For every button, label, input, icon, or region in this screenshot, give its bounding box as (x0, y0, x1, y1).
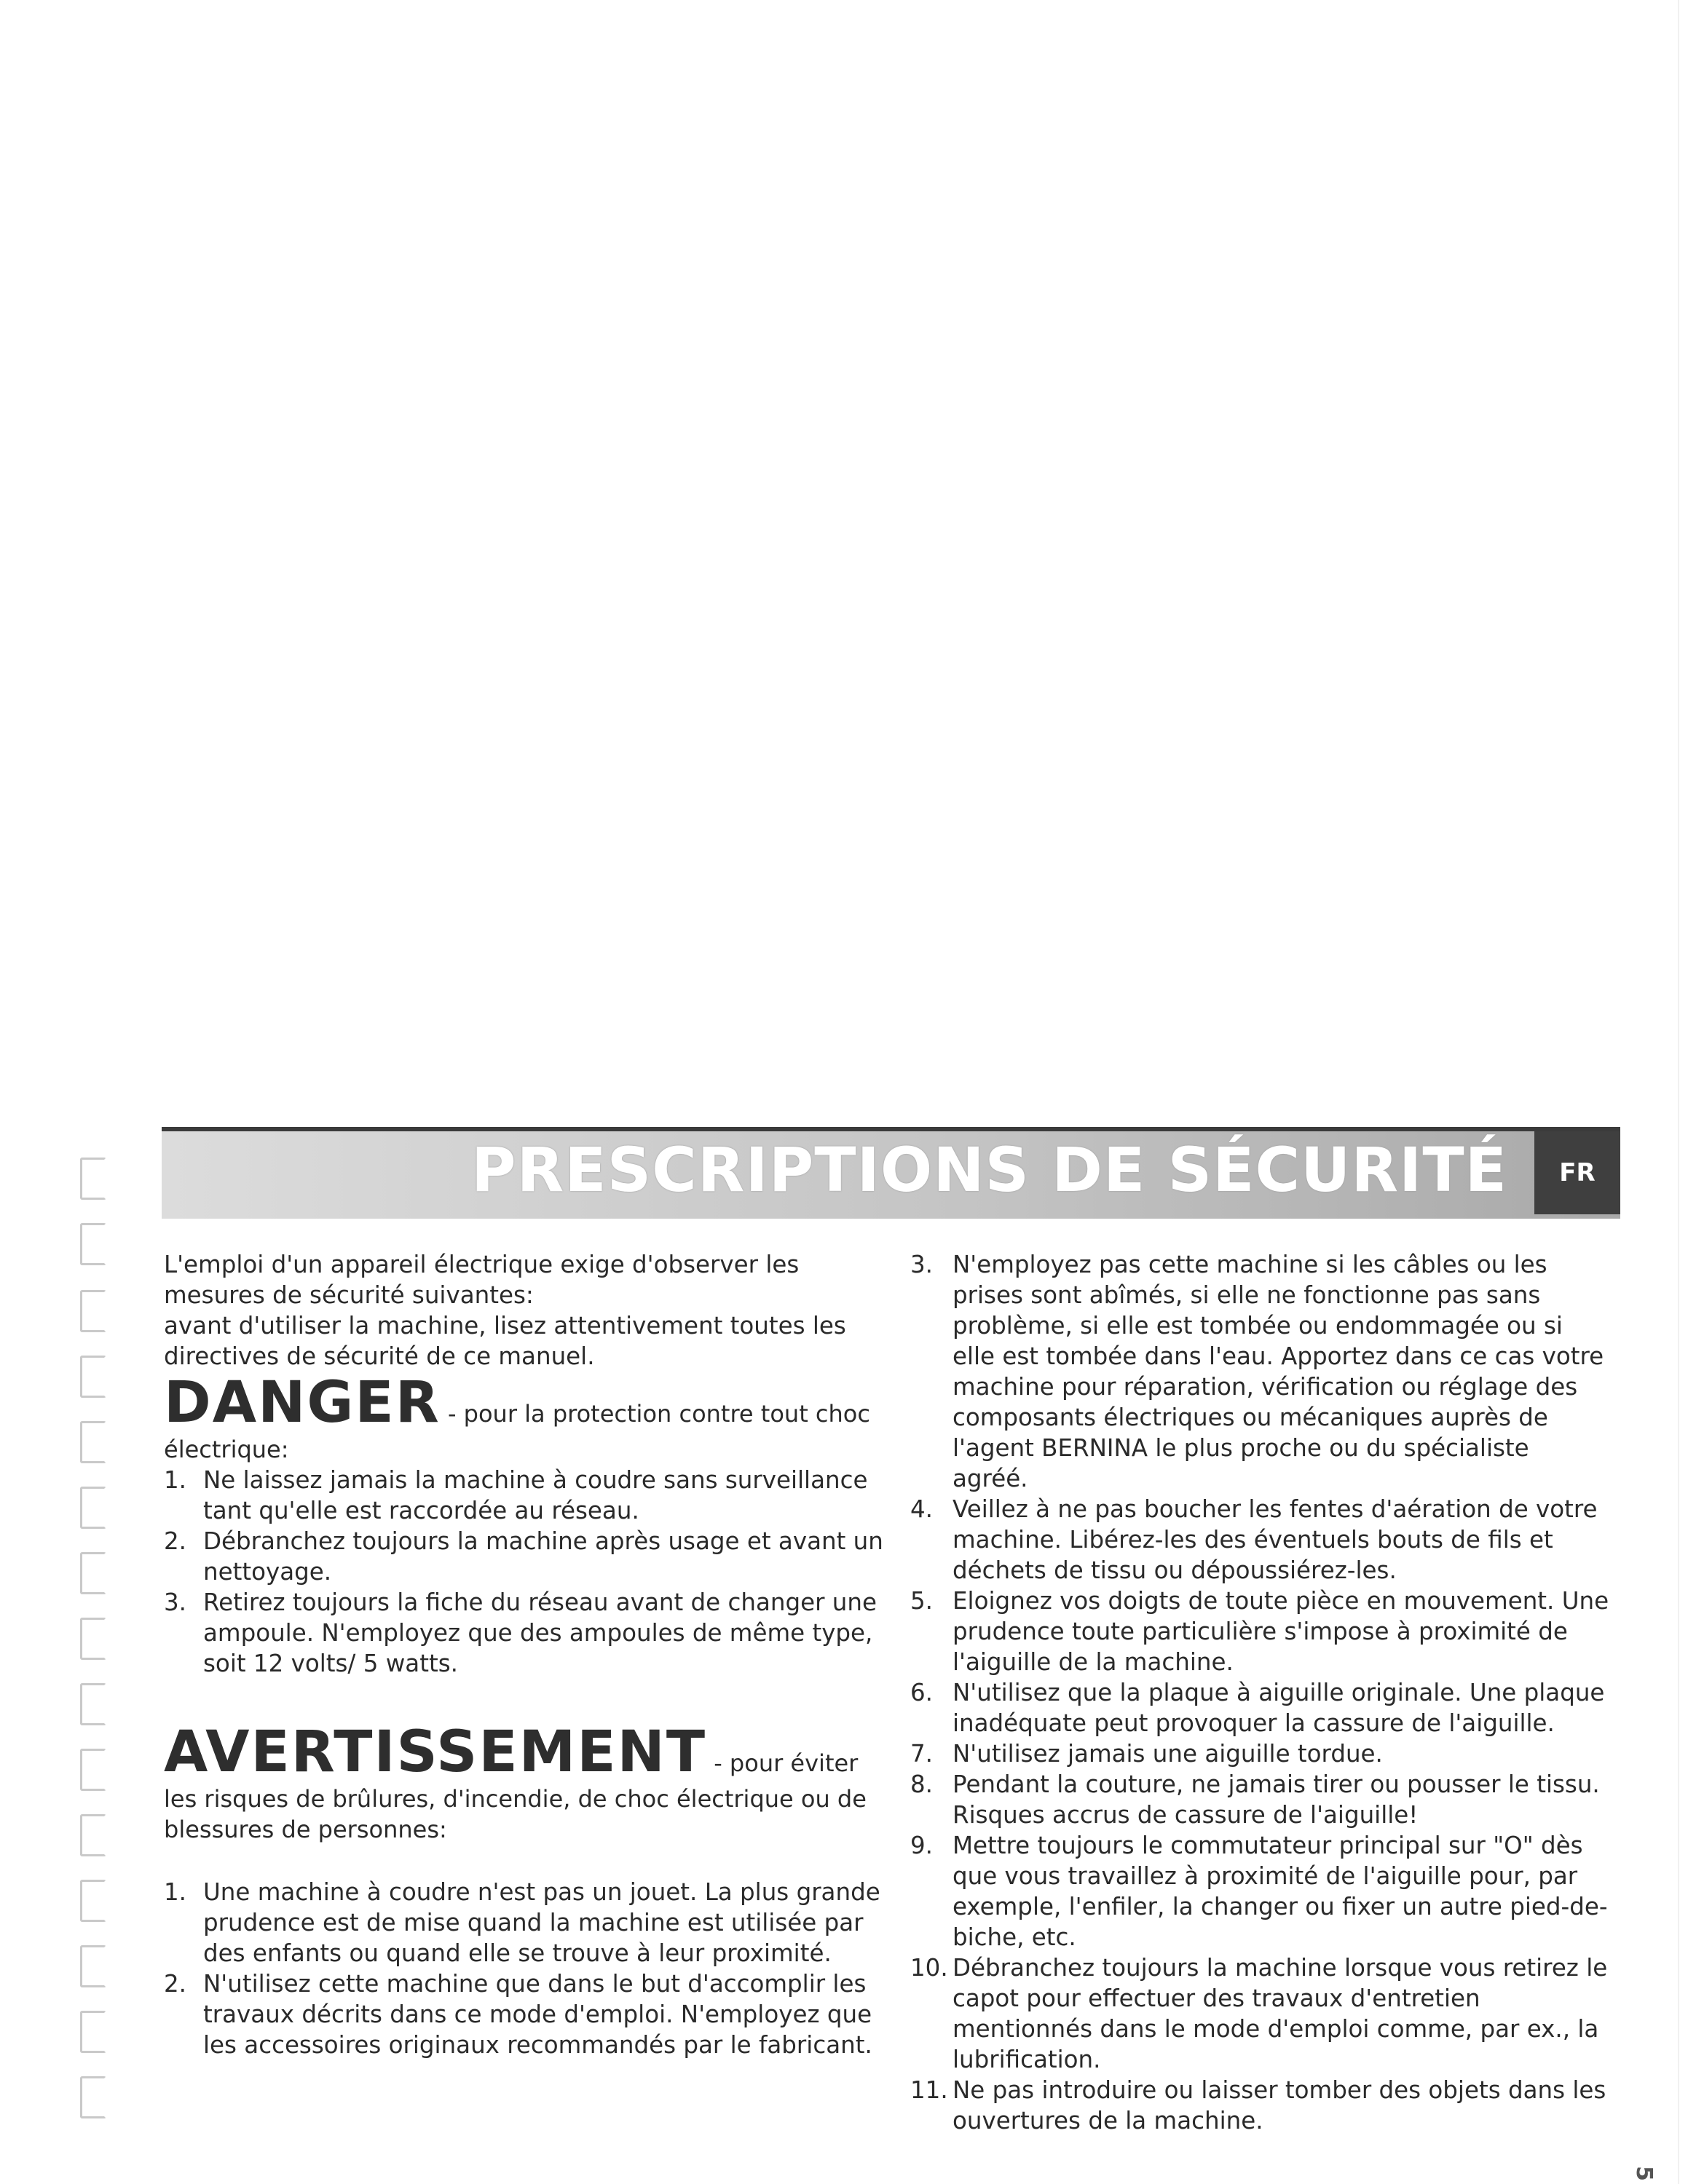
item-text: N'utilisez jamais une aiguille tordue. (953, 1740, 1383, 1768)
warning-word: AVERTISSEMENT (164, 1720, 707, 1785)
warning-subtitle: - pour éviter les risques de brûlures, d'incendie, de choc électrique ou de blessures de personnes: (164, 1749, 867, 1843)
page-number: 5 (1631, 2166, 1657, 2181)
binding-ring (80, 1223, 106, 1265)
binding-ring (80, 1290, 106, 1332)
danger-word: DANGER (164, 1370, 441, 1436)
list-item (164, 1465, 892, 1526)
item-number: 9. (910, 1832, 934, 1859)
item-number: 11. (910, 2076, 948, 2104)
danger-list (164, 1465, 892, 1679)
item-number: 1. (164, 1466, 187, 1494)
binding-ring (80, 1356, 106, 1398)
item-number: 4. (910, 1495, 934, 1523)
item-text: Une machine à coudre n'est pas un jouet. La plus grande prudence est de mise quand la machine est utilisée par des enfants ou quand elle se trouve à leur proximité. (203, 1878, 880, 1967)
binding-ring (80, 1683, 106, 1725)
binding-ring (80, 2011, 106, 2053)
warning-list-left (164, 1877, 892, 2060)
page-title: PRESCRIPTIONS DE SÉCURITÉ (471, 1134, 1507, 1206)
binding-ring (80, 1618, 106, 1660)
left-column (164, 1249, 892, 2060)
binding-ring (80, 1487, 106, 1529)
list-item (164, 1526, 892, 1587)
right-column (910, 1249, 1609, 2136)
item-text: Pendant la couture, ne jamais tirer ou pousser le tissu. Risques accrus de cassure de l'aiguille! (953, 1770, 1600, 1829)
item-text: Ne pas introduire ou laisser tomber des objets dans les ouvertures de la machine. (953, 2076, 1606, 2134)
list-item (164, 1969, 892, 2060)
item-number: 8. (910, 1770, 934, 1798)
list-item (164, 1587, 892, 1679)
binding-ring (80, 1749, 106, 1791)
binding-ring (80, 2076, 106, 2118)
item-text: Débranchez toujours la machine après usage et avant un nettoyage. (203, 1527, 883, 1586)
list-item (910, 1830, 1609, 1952)
item-number: 3. (164, 1588, 187, 1616)
list-item (910, 1769, 1609, 1830)
list-item (910, 1586, 1609, 1677)
danger-heading (164, 1372, 892, 1465)
item-text: N'utilisez que la plaque à aiguille originale. Une plaque inadéquate peut provoquer la cassure de l'aiguille. (953, 1679, 1605, 1737)
list-item (910, 2075, 1609, 2136)
item-text: Veillez à ne pas boucher les fentes d'aération de votre machine. Libérez-les des éventuels bouts de fils et déchets de tissu ou dépoussiérez-les. (953, 1495, 1598, 1584)
binding-rings (80, 1158, 117, 2184)
list-item (910, 1677, 1609, 1738)
intro-paragraph-2: avant d'utiliser la machine, lisez attentivement toutes les directives de sécurité de ce manuel. (164, 1312, 846, 1370)
list-item (164, 1877, 892, 1969)
item-text: Mettre toujours le commutateur principal sur "O" dès que vous travaillez à proximité de l'aiguille pour, par exemple, l'enfiler, la changer ou fixer un autre pied-de-biche, etc. (953, 1832, 1608, 1951)
item-number: 3. (910, 1251, 934, 1278)
item-text: Ne laissez jamais la machine à coudre sans surveillance tant qu'elle est raccordée au réseau. (203, 1466, 868, 1524)
warning-list-right (910, 1249, 1609, 2136)
item-number: 2. (164, 1970, 187, 1998)
item-number: 5. (910, 1587, 934, 1615)
binding-ring (80, 1552, 106, 1594)
binding-ring (80, 1814, 106, 1856)
item-text: Retirez toujours la fiche du réseau avant de changer une ampoule. N'employez que des ampoules de même type, soit 12 volts/ 5 watts. (203, 1588, 877, 1677)
binding-ring (80, 1421, 106, 1463)
binding-ring (80, 1880, 106, 1922)
scan-edge (1678, 0, 1679, 2184)
item-text: Eloignez vos doigts de toute pièce en mouvement. Une prudence toute particulière s'impose à proximité de l'aiguille de la machine. (953, 1587, 1609, 1676)
warning-heading (164, 1721, 892, 1845)
section-header (162, 1127, 1620, 1219)
binding-ring (80, 1158, 106, 1200)
binding-ring (80, 1945, 106, 1987)
list-item (910, 1249, 1609, 1494)
item-number: 2. (164, 1527, 187, 1555)
item-text: Débranchez toujours la machine lorsque vous retirez le capot pour effectuer des travaux d'entretien mentionnés dans le mode d'emploi comme, par ex., la lubrification. (953, 1954, 1608, 2073)
item-text: N'employez pas cette machine si les câbles ou les prises sont abîmés, si elle ne fonctionne pas sans problème, si elle est tombée ou endommagée ou si elle est tombée dans l'eau. Apportez dans ce cas votre machine pour réparation, vérification ou réglage des composants électriques ou mécaniques auprès de l'agent BERNINA le plus proche ou du spécialiste agréé. (953, 1251, 1604, 1492)
danger-subtitle: - pour la protection contre tout choc électrique: (164, 1400, 870, 1463)
language-badge: FR (1534, 1131, 1620, 1214)
item-number: 7. (910, 1740, 934, 1768)
intro-paragraph: L'emploi d'un appareil électrique exige d'observer les mesures de sécurité suivantes: (164, 1251, 800, 1309)
item-number: 1. (164, 1878, 187, 1906)
item-number: 6. (910, 1679, 934, 1706)
item-number: 10. (910, 1954, 948, 1982)
item-text: N'utilisez cette machine que dans le but d'accomplir les travaux décrits dans ce mode d'emploi. N'employez que les accessoires originaux recommandés par le fabricant. (203, 1970, 872, 2059)
list-item (910, 1494, 1609, 1586)
list-item (910, 1952, 1609, 2075)
list-item (910, 1738, 1609, 1769)
